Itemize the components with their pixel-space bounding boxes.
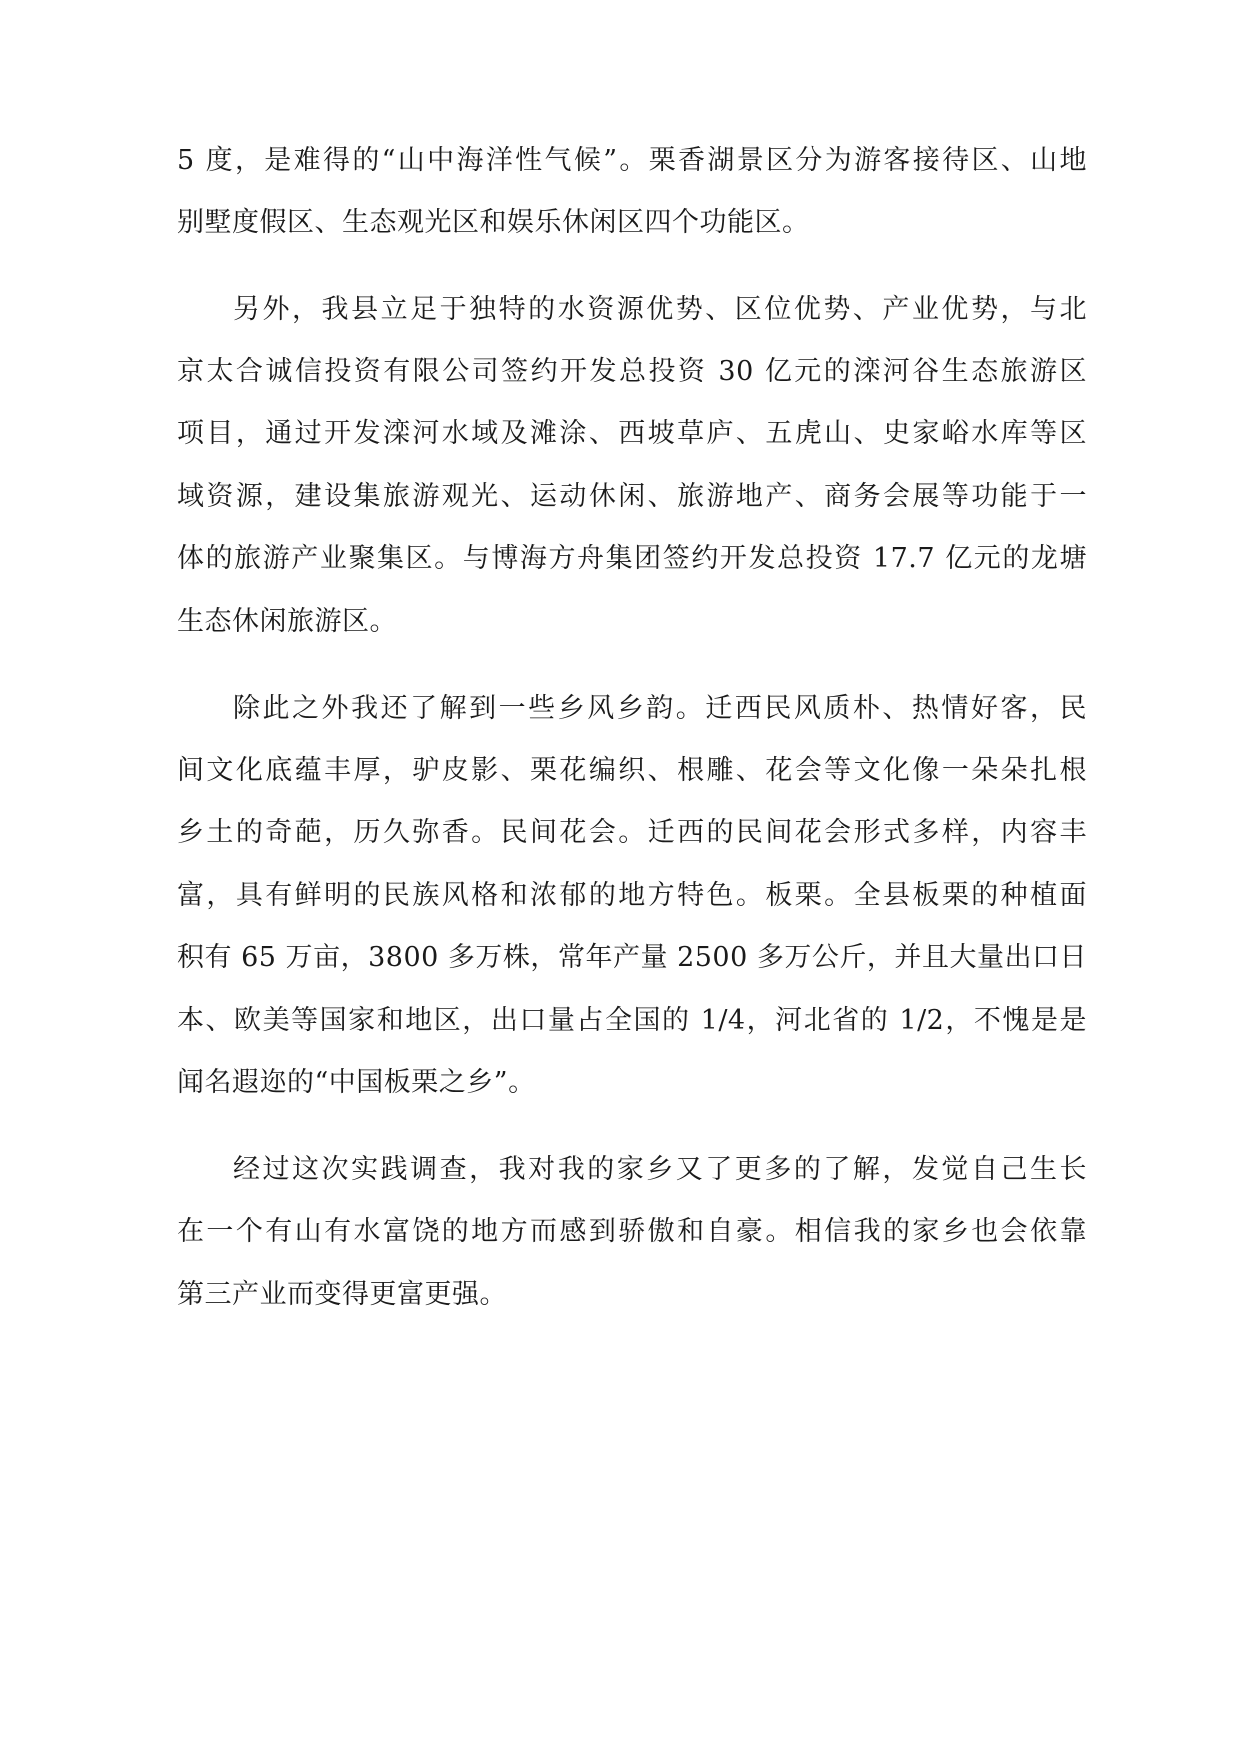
text-line: 别墅度假区、生态观光区和娱乐休闲区四个功能区。 [177,207,810,238]
text-line: 富，具有鲜明的民族风格和浓郁的地方特色。板栗。全县板栗的种植面 [177,880,1087,911]
paragraph-first-line: 除此之外我还了解到一些乡风乡韵。迁西民风质朴、热情好客，民 [233,693,1087,724]
text-line: 闻名遐迩的“中国板栗之乡”。 [177,1067,536,1098]
text-line: 间文化底蕴丰厚，驴皮影、栗花编织、根雕、花会等文化像一朵朵扎根 [177,755,1087,786]
text-line: 本、欧美等国家和地区，出口量占全国的 1/4，河北省的 1/2，不愧是是 [177,1005,1087,1036]
text-line: 5 度，是难得的“山中海洋性气候”。栗香湖景区分为游客接待区、山地 [177,145,1087,176]
text-line: 积有 65 万亩，3800 多万株，常年产量 2500 多万公斤，并且大量出口日 [177,942,1087,973]
text-line: 体的旅游产业聚集区。与博海方舟集团签约开发总投资 17.7 亿元的龙塘 [177,543,1087,574]
text-line: 乡土的奇葩，历久弥香。民间花会。迁西的民间花会形式多样，内容丰 [177,817,1087,848]
text-line: 京太合诚信投资有限公司签约开发总投资 30 亿元的滦河谷生态旅游区 [177,356,1087,387]
text-line: 域资源，建设集旅游观光、运动休闲、旅游地产、商务会展等功能于一 [177,481,1087,512]
text-line: 生态休闲旅游区。 [177,606,397,637]
text-line: 在一个有山有水富饶的地方而感到骄傲和自豪。相信我的家乡也会依靠 [177,1216,1087,1247]
text-line: 项目，通过开发滦河水域及滩涂、西坡草庐、五虎山、史家峪水库等区 [177,418,1087,449]
paragraph-first-line: 经过这次实践调查，我对我的家乡又了更多的了解，发觉自己生长 [233,1154,1087,1185]
text-line: 第三产业而变得更富更强。 [177,1279,507,1310]
paragraph-first-line: 另外，我县立足于独特的水资源优势、区位优势、产业优势，与北 [233,294,1087,325]
